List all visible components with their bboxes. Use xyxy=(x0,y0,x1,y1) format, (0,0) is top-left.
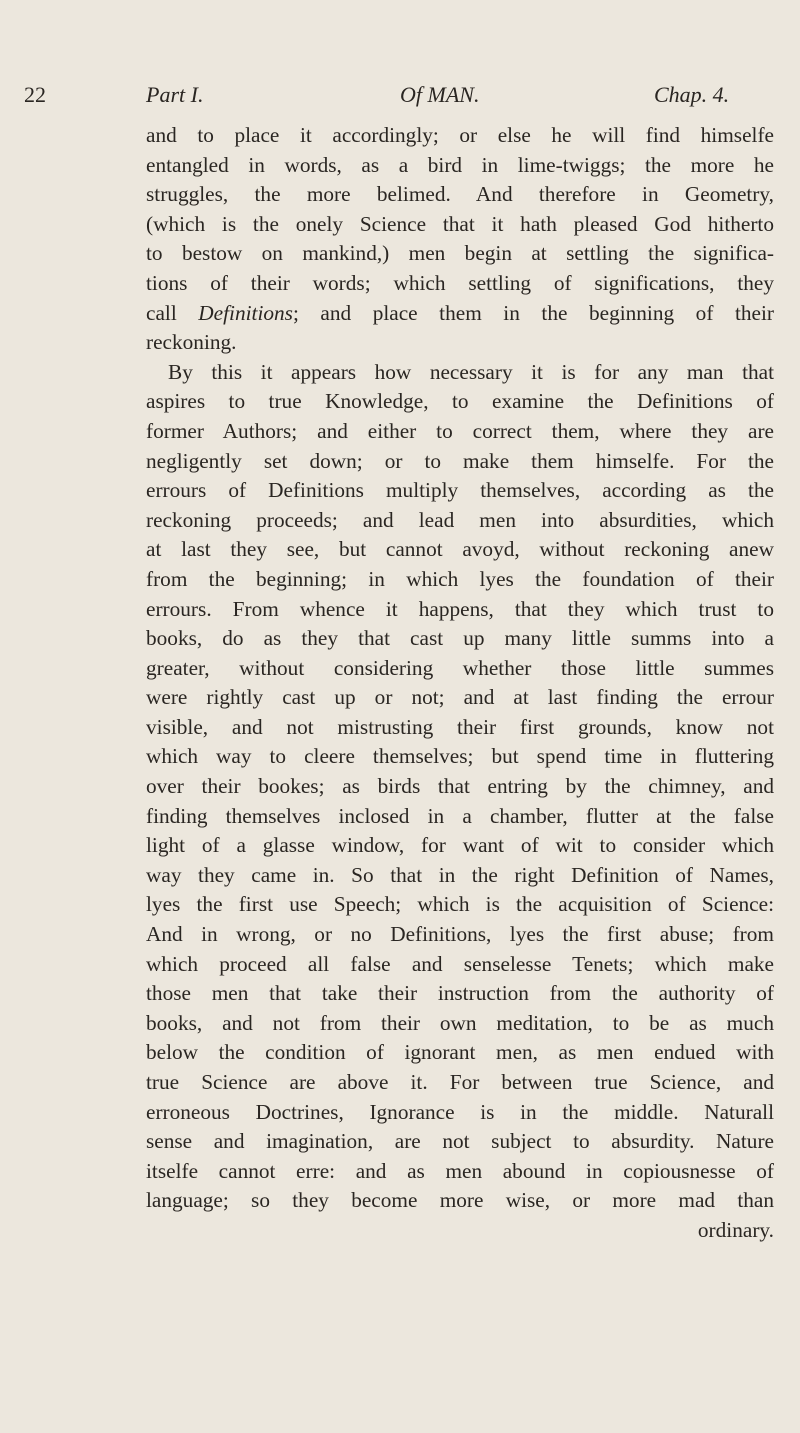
text-line: language; so they become more wise, or more mad than xyxy=(146,1188,774,1213)
text-line: reckoning proceeds; and lead men into absurdities, which xyxy=(146,507,774,532)
page-number: 22 xyxy=(24,82,46,107)
text-line-paragraph-start: By this it appears how necessary it is for any man that xyxy=(168,359,774,384)
text-line: entangled in words, as a bird in lime-twiggs; the more he xyxy=(146,152,774,177)
text-line: visible, and not mistrusting their first grounds, know not xyxy=(146,714,774,739)
text-line: struggles, the more belimed. And therefore in Geometry, xyxy=(146,182,774,207)
text-line: greater, without considering whether those little summes xyxy=(146,655,774,680)
text-line: from the beginning; in which lyes the foundation of their xyxy=(146,566,774,591)
book-title: Of MAN. xyxy=(400,82,480,107)
text-line: errours. From whence it happens, that they which trust to xyxy=(146,596,774,621)
text-line-definitions xyxy=(146,299,774,329)
text-line: which way to cleere themselves; but spend time in fluttering xyxy=(146,744,774,769)
text-line: at last they see, but cannot avoyd, without reckoning anew xyxy=(146,537,774,562)
text-line: negligently set down; or to make them himselfe. For the xyxy=(146,448,774,473)
text-line: errours of Definitions multiply themselves, according as the xyxy=(146,478,774,503)
text-line: light of a glasse window, for want of wit to consider which xyxy=(146,833,774,858)
text-line: tions of their words; which settling of significations, they xyxy=(146,270,774,295)
text-line: below the condition of ignorant men, as men endued with xyxy=(146,1040,774,1065)
text-line-definitions-start: call xyxy=(146,300,199,325)
text-line: And in wrong, or no Definitions, lyes the first abuse; from xyxy=(146,922,774,947)
text-line: former Authors; and either to correct them, where they are xyxy=(146,418,774,443)
text-line: erroneous Doctrines, Ignorance is in the middle. Naturall xyxy=(146,1099,774,1124)
text-line: reckoning. xyxy=(146,330,237,355)
text-line: itselfe cannot erre: and as men abound in copiousnesse of xyxy=(146,1158,774,1183)
text-line-final: ordinary. xyxy=(697,1217,774,1242)
part-label: Part I. xyxy=(146,82,204,107)
text-line: books, and not from their own meditation, to be as much xyxy=(146,1010,774,1035)
text-line: finding themselves inclosed in a chamber, flutter at the false xyxy=(146,803,774,828)
text-line: and to place it accordingly; or else he will find himselfe xyxy=(146,123,774,147)
text-line: those men that take their instruction from the authority of xyxy=(146,981,774,1006)
text-line: (which is the onely Science that it hath pleased God hitherto xyxy=(146,211,774,236)
text-line-definitions-end: ; and place them in the beginning of their xyxy=(292,300,774,325)
running-header xyxy=(0,82,800,112)
definitions-term: Definitions xyxy=(198,300,293,325)
body-text xyxy=(146,121,774,1246)
text-line: to bestow on mankind,) men begin at settling the significa- xyxy=(146,241,774,266)
text-line: which proceed all false and senselesse Tenets; which make xyxy=(146,951,774,976)
text-line: sense and imagination, are not subject to absurdity. Nature xyxy=(146,1129,774,1154)
text-line: over their bookes; as birds that entring by the chimney, and xyxy=(146,774,774,799)
text-line: way they came in. So that in the right Definition of Names, xyxy=(146,862,774,887)
text-line: true Science are above it. For between true Science, and xyxy=(146,1070,774,1094)
text-line: books, do as they that cast up many little summs into a xyxy=(146,626,774,651)
text-line: lyes the first use Speech; which is the acquisition of Science: xyxy=(146,892,774,917)
text-line: aspires to true Knowledge, to examine the Definitions of xyxy=(146,389,774,414)
chapter-label: Chap. 4. xyxy=(654,82,730,107)
text-line: were rightly cast up or not; and at last finding the errour xyxy=(146,685,774,710)
